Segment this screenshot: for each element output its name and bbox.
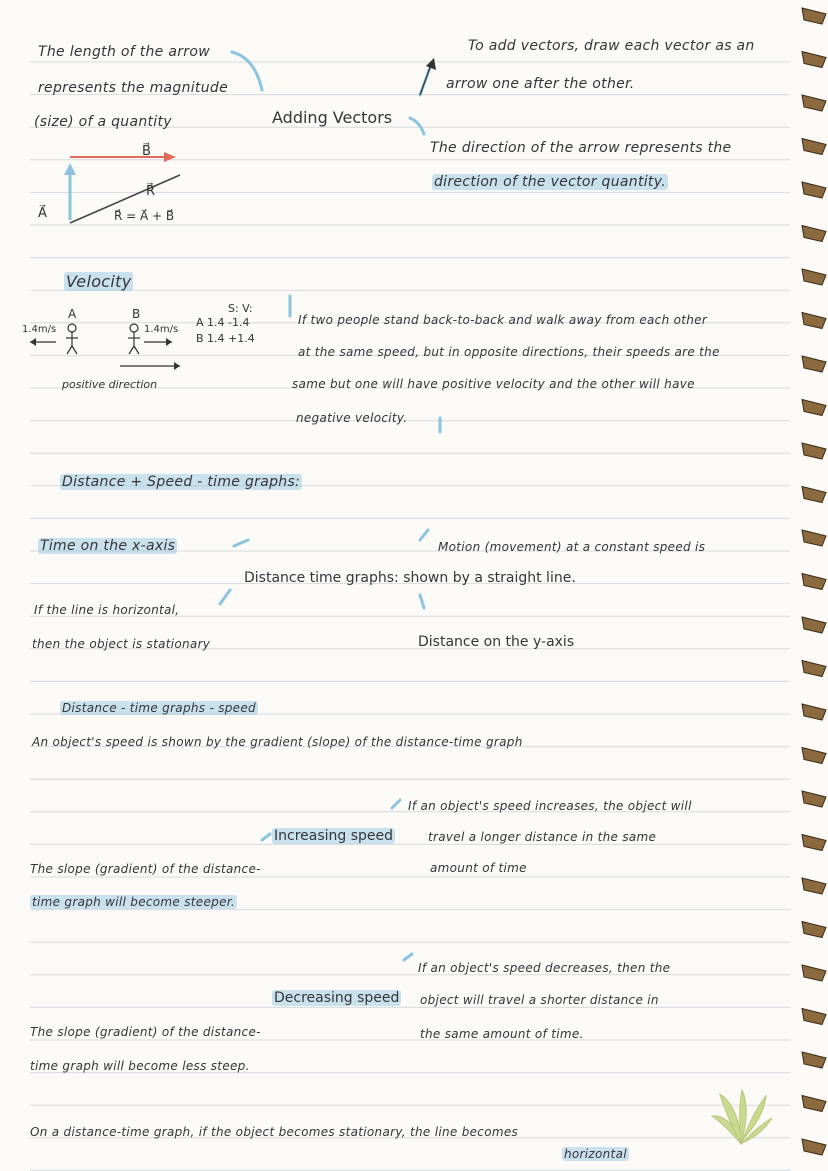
velocity-table-row-b: B 1.4 +1.4: [196, 332, 255, 345]
adding-vectors-heading: Adding Vectors: [272, 108, 393, 127]
velocity-table-row-a: A 1.4 -1.4: [196, 316, 250, 329]
vector-magnitude-line-3: (size) of a quantity: [34, 114, 172, 130]
velocity-diagram: [20, 300, 290, 395]
vector-equation: R⃗ = A⃗ + B⃗: [114, 209, 175, 223]
increase-line-1: If an object's speed increases, the object will: [408, 799, 692, 813]
decrease-line-1: If an object's speed decreases, then the: [418, 961, 671, 975]
steeper-line-2-text: time graph will become steeper.: [32, 895, 235, 909]
velocity-heading: [64, 274, 133, 290]
increasing-speed-label: [272, 828, 395, 844]
add-vectors-line-2: arrow one after the other.: [446, 76, 635, 92]
person-b-speed: 1.4m/s: [144, 324, 179, 335]
velocity-table-header: S: V:: [228, 302, 253, 315]
velocity-text-line-1: If two people stand back-to-back and walk away from each other: [298, 313, 708, 327]
horizontal-line-note-2: then the object is stationary: [32, 637, 211, 651]
velocity-text-line-4: negative velocity.: [296, 411, 408, 425]
decreasing-speed-label-text: Decreasing speed: [274, 990, 400, 1006]
decreasing-speed-label: [272, 990, 401, 1006]
velocity-text-line-3: same but one will have positive velocity and the other will have: [292, 377, 695, 391]
increase-line-3: amount of time: [430, 861, 527, 875]
time-axis-note-text: Time on the x-axis: [40, 538, 176, 554]
stationary-line-2: [562, 1146, 629, 1162]
horizontal-line-note-1: If the line is horizontal,: [34, 603, 180, 617]
dt-speed-heading-text: Distance - time graphs - speed: [62, 701, 256, 715]
person-b-label: B: [132, 307, 141, 321]
connector-arrow-1: [232, 52, 262, 90]
distance-speed-heading: [60, 474, 302, 490]
vector-magnitude-line-2: represents the magnitude: [38, 80, 228, 96]
connector-arrow-4: [234, 540, 248, 546]
connector-arrow-7: [420, 595, 424, 608]
direction-line-2-text: direction of the vector quantity.: [434, 174, 666, 190]
stationary-line: On a distance-time graph, if the object becomes stationary, the line becomes: [30, 1125, 519, 1139]
connector-arrow-6: [420, 530, 428, 540]
vector-magnitude-line-1: The length of the arrow: [38, 44, 210, 60]
decrease-line-2: object will travel a shorter distance in: [420, 993, 659, 1007]
velocity-text-line-2: at the same speed, but in opposite directions, their speeds are the: [298, 345, 720, 359]
connector-arrow-8: [262, 834, 270, 840]
steeper-line-2: [30, 894, 237, 910]
velocity-heading-text: Velocity: [66, 272, 132, 291]
connector-arrow-5: [220, 590, 230, 604]
connector-arrow-9: [392, 800, 400, 808]
dt-speed-heading: [60, 700, 258, 716]
increase-line-2: travel a longer distance in the same: [428, 830, 657, 844]
distance-axis-note: Distance on the y-axis: [418, 634, 575, 650]
stationary-line-2-text: horizontal: [564, 1147, 627, 1161]
steeper-line-1: The slope (gradient) of the distance-: [30, 862, 261, 876]
stick-figure-b: [128, 324, 140, 354]
direction-line-1: The direction of the arrow represents the: [430, 140, 732, 156]
distance-time-graphs-note: Distance time graphs: shown by a straight line.: [244, 570, 576, 586]
connector-arrow-3: [410, 118, 424, 134]
constant-speed-note: Motion (movement) at a constant speed is: [438, 540, 706, 554]
distance-speed-heading-text: Distance + Speed - time graphs:: [62, 474, 301, 490]
palm-leaf-doodle: [706, 1086, 776, 1146]
person-a-label: A: [68, 307, 77, 321]
vector-b-label: B⃗: [142, 144, 151, 159]
vector-r-label: R⃗: [146, 184, 156, 199]
increasing-speed-label-text: Increasing speed: [274, 828, 394, 844]
gradient-definition: An object's speed is shown by the gradient (slope) of the distance-time graph: [32, 735, 523, 749]
less-steep-line-1: The slope (gradient) of the distance-: [30, 1025, 261, 1039]
less-steep-line-2: time graph will become less steep.: [30, 1059, 250, 1073]
time-axis-note: [38, 538, 177, 554]
decrease-line-3: the same amount of time.: [420, 1027, 584, 1041]
vector-a-label: A⃗: [38, 206, 47, 221]
person-a-speed: 1.4m/s: [22, 324, 57, 335]
stick-figure-a: [66, 324, 78, 354]
add-vectors-line-1: To add vectors, draw each vector as an: [468, 38, 755, 54]
positive-direction-label: positive direction: [62, 378, 158, 391]
connector-arrow-10: [404, 954, 412, 960]
